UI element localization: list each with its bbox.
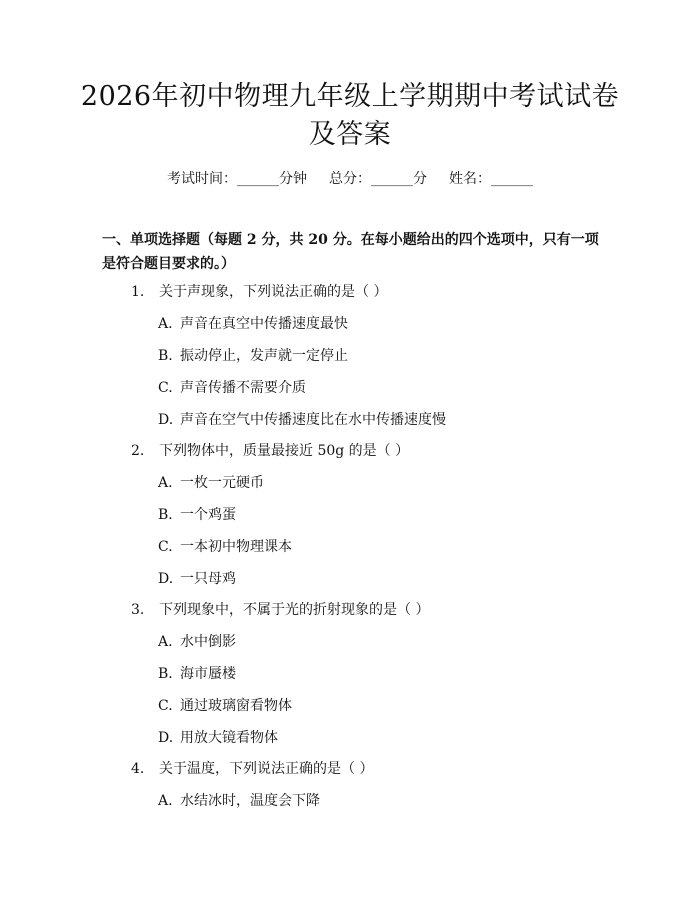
student-name-label: 姓名：______ [449, 171, 533, 187]
option-text: 振动停止，发声就一定停止 [180, 348, 348, 364]
option-text: 水中倒影 [180, 634, 236, 650]
option-letter: B. [158, 348, 173, 364]
question-1-option-c [158, 378, 306, 398]
question-2-option-c [158, 537, 292, 557]
question-4-stem [131, 759, 373, 779]
option-text: 声音在真空中传播速度最快 [180, 316, 348, 332]
question-2-option-a [158, 473, 264, 493]
question-1-option-b [158, 346, 348, 366]
option-text: 声音在空气中传播速度比在水中传播速度慢 [180, 412, 446, 428]
question-number: 4. [131, 761, 145, 777]
question-number: 1. [131, 284, 145, 300]
option-letter: C. [158, 539, 173, 555]
option-text: 一只母鸡 [180, 571, 236, 587]
option-text: 用放大镜看物体 [180, 730, 278, 746]
option-text: 通过玻璃窗看物体 [180, 698, 292, 714]
option-letter: A. [158, 475, 173, 491]
exam-time-label: 考试时间：______分钟 [167, 171, 307, 187]
exam-info-line [0, 169, 700, 189]
question-number: 3. [131, 602, 145, 618]
document-title-line-1: 2026年初中物理九年级上学期期中考试试卷 [80, 81, 620, 112]
option-letter: D. [158, 730, 174, 746]
question-2-option-b [158, 505, 236, 525]
option-letter: A. [158, 634, 173, 650]
option-text: 声音传播不需要介质 [180, 380, 306, 396]
option-letter: B. [158, 507, 173, 523]
total-score-label: 总分：______分 [329, 171, 427, 187]
question-1-option-a [158, 314, 348, 334]
question-3-stem [131, 600, 429, 620]
question-text: 下列现象中，不属于光的折射现象的是（ ） [159, 602, 430, 618]
option-text: 一个鸡蛋 [180, 507, 236, 523]
option-text: 海市蜃楼 [180, 666, 236, 682]
question-text: 关于声现象，下列说法正确的是（ ） [159, 284, 388, 300]
option-letter: B. [158, 666, 173, 682]
question-3-option-d [158, 728, 278, 748]
question-3-option-c [158, 696, 292, 716]
option-letter: C. [158, 698, 173, 714]
option-letter: A. [158, 316, 173, 332]
option-letter: D. [158, 412, 174, 428]
option-letter: D. [158, 571, 174, 587]
document-title-line-2: 及答案 [308, 119, 392, 150]
section-heading: 一、单项选择题（每题 2 分，共 20 分。在每小题给出的四个选项中，只有一项是符合题目要求的。） [102, 232, 599, 272]
question-2-option-d [158, 569, 236, 589]
question-text: 下列物体中，质量最接近 50g 的是（ ） [159, 443, 410, 459]
question-text: 关于温度，下列说法正确的是（ ） [159, 761, 374, 777]
option-text: 一枚一元硬币 [180, 475, 264, 491]
question-number: 2. [131, 443, 145, 459]
option-letter: A. [158, 793, 173, 809]
question-1-stem [131, 282, 387, 302]
question-4-option-a [158, 791, 320, 811]
question-2-stem [131, 441, 409, 461]
option-letter: C. [158, 380, 173, 396]
option-text: 水结冰时，温度会下降 [180, 793, 320, 809]
question-3-option-a [158, 632, 236, 652]
question-1-option-d [158, 410, 446, 430]
question-3-option-b [158, 664, 236, 684]
option-text: 一本初中物理课本 [180, 539, 292, 555]
